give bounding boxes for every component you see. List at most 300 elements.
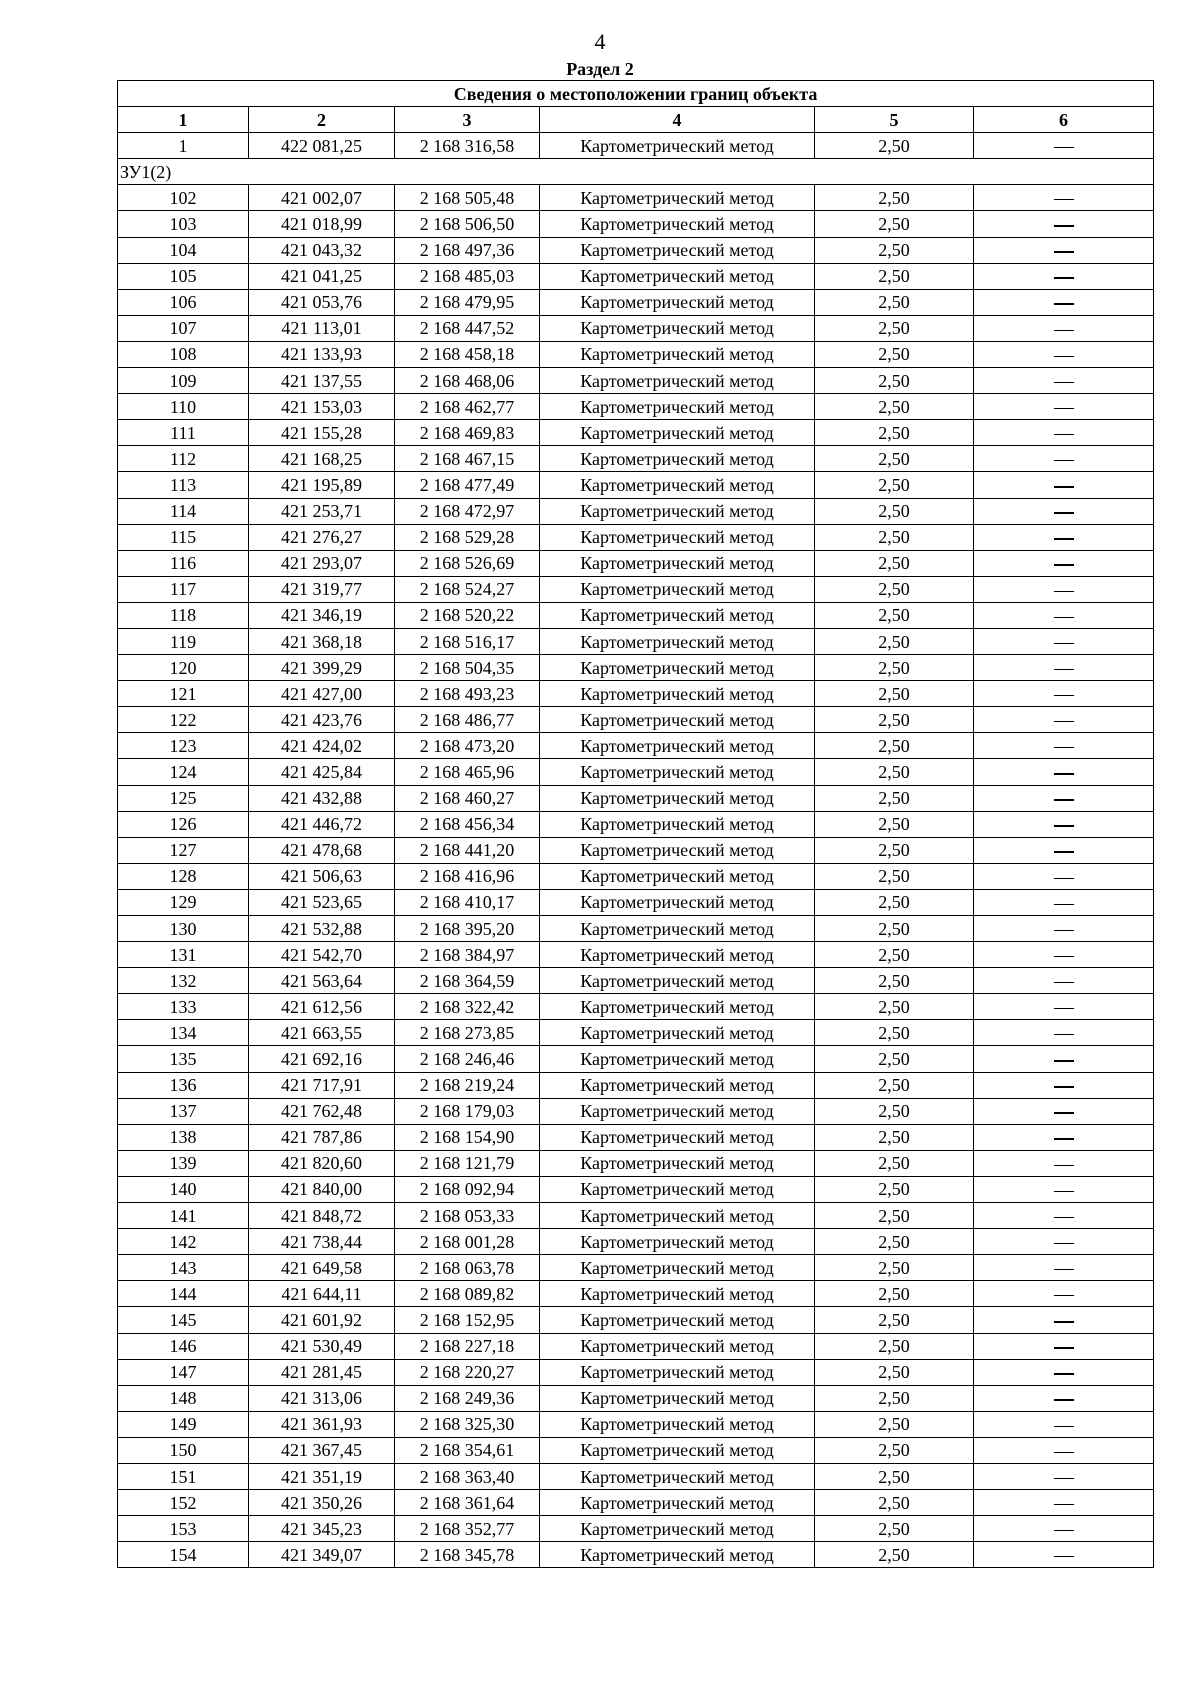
- table-row: [118, 289, 1154, 315]
- table-row: [118, 1516, 1154, 1542]
- dash-glyph: [1054, 747, 1074, 748]
- accuracy-note-cell: [974, 237, 1154, 263]
- y-coordinate-cell: 2 168 395,20: [395, 916, 540, 942]
- dash-text: [1074, 317, 1075, 318]
- dash-text: [1074, 1439, 1075, 1440]
- y-coordinate-cell: 2 168 227,18: [395, 1333, 540, 1359]
- y-coordinate-cell: 2 168 354,61: [395, 1437, 540, 1463]
- method-cell: Картометрический метод: [540, 1255, 815, 1281]
- y-coordinate-cell: 2 168 486,77: [395, 707, 540, 733]
- y-coordinate-cell: 2 168 447,52: [395, 315, 540, 341]
- accuracy-cell: 2,50: [815, 576, 974, 602]
- dash-glyph: [1054, 1530, 1074, 1531]
- column-number-row: [118, 107, 1154, 133]
- accuracy-cell: 2,50: [815, 1176, 974, 1202]
- table-row: [118, 211, 1154, 237]
- x-coordinate-cell: 421 155,28: [249, 420, 395, 446]
- y-coordinate-cell: 2 168 325,30: [395, 1411, 540, 1437]
- dash-glyph: [1054, 825, 1074, 826]
- accuracy-cell: 2,50: [815, 341, 974, 367]
- y-coordinate-cell: 2 168 364,59: [395, 968, 540, 994]
- method-cell: Картометрический метод: [540, 237, 815, 263]
- x-coordinate-cell: 421 601,92: [249, 1307, 395, 1333]
- dash-text: [1074, 813, 1075, 814]
- accuracy-note-cell: [974, 1176, 1154, 1202]
- table-row: [118, 498, 1154, 524]
- method-cell: Картометрический метод: [540, 289, 815, 315]
- dash-glyph: [1054, 1347, 1074, 1348]
- dash-text: [1074, 918, 1075, 919]
- accuracy-note-cell: [974, 1463, 1154, 1489]
- table-row: [118, 837, 1154, 863]
- y-coordinate-cell: 2 168 441,20: [395, 837, 540, 863]
- table-row: [118, 707, 1154, 733]
- x-coordinate-cell: 421 168,25: [249, 446, 395, 472]
- y-coordinate-cell: 2 168 465,96: [395, 759, 540, 785]
- x-coordinate-cell: 421 425,84: [249, 759, 395, 785]
- x-coordinate-cell: 421 153,03: [249, 394, 395, 420]
- x-coordinate-cell: 421 649,58: [249, 1255, 395, 1281]
- x-coordinate-cell: 421 848,72: [249, 1203, 395, 1229]
- dash-text: [1074, 396, 1075, 397]
- x-coordinate-cell: 421 137,55: [249, 368, 395, 394]
- table-row: [118, 994, 1154, 1020]
- dash-text: [1074, 1335, 1075, 1336]
- accuracy-note-cell: [974, 1072, 1154, 1098]
- point-number-cell: 147: [118, 1359, 249, 1385]
- accuracy-cell: 2,50: [815, 681, 974, 707]
- dash-text: [1074, 1126, 1075, 1127]
- point-number-cell: 121: [118, 681, 249, 707]
- y-coordinate-cell: 2 168 460,27: [395, 785, 540, 811]
- dash-glyph: [1054, 1191, 1074, 1192]
- y-coordinate-cell: 2 168 524,27: [395, 576, 540, 602]
- accuracy-cell: 2,50: [815, 420, 974, 446]
- method-cell: Картометрический метод: [540, 1046, 815, 1072]
- table-row: [118, 1490, 1154, 1516]
- y-coordinate-cell: 2 168 469,83: [395, 420, 540, 446]
- method-cell: Картометрический метод: [540, 1333, 815, 1359]
- y-coordinate-cell: 2 168 001,28: [395, 1229, 540, 1255]
- point-number-cell: 117: [118, 576, 249, 602]
- dash-glyph: [1054, 1008, 1074, 1009]
- accuracy-cell: 2,50: [815, 628, 974, 654]
- method-cell: Картометрический метод: [540, 1203, 815, 1229]
- accuracy-cell: 2,50: [815, 994, 974, 1020]
- point-number-cell: 146: [118, 1333, 249, 1359]
- point-number-cell: 104: [118, 237, 249, 263]
- table-row: [118, 237, 1154, 263]
- table-row: [118, 341, 1154, 367]
- accuracy-note-cell: [974, 1490, 1154, 1516]
- y-coordinate-cell: 2 168 473,20: [395, 733, 540, 759]
- dash-text: [1074, 1022, 1075, 1023]
- method-cell: Картометрический метод: [540, 916, 815, 942]
- y-coordinate-cell: 2 168 467,15: [395, 446, 540, 472]
- point-number-cell: 129: [118, 889, 249, 915]
- section-title: Раздел 2: [566, 59, 634, 79]
- dash-glyph: [1054, 930, 1074, 931]
- point-number-cell: 150: [118, 1437, 249, 1463]
- accuracy-cell: 2,50: [815, 759, 974, 785]
- column-header: 5: [815, 107, 974, 133]
- point-number-cell: 142: [118, 1229, 249, 1255]
- method-cell: Картометрический метод: [540, 394, 815, 420]
- x-coordinate-cell: 421 361,93: [249, 1411, 395, 1437]
- method-cell: Картометрический метод: [540, 576, 815, 602]
- dash-glyph: [1054, 408, 1074, 409]
- method-cell: Картометрический метод: [540, 707, 815, 733]
- x-coordinate-cell: 421 506,63: [249, 863, 395, 889]
- dash-glyph: [1054, 564, 1074, 565]
- dash-text: [1074, 1283, 1075, 1284]
- y-coordinate-cell: 2 168 220,27: [395, 1359, 540, 1385]
- accuracy-note-cell: [974, 1411, 1154, 1437]
- method-cell: Картометрический метод: [540, 211, 815, 237]
- point-number-cell: 110: [118, 394, 249, 420]
- accuracy-cell: 2,50: [815, 1463, 974, 1489]
- column-header: 1: [118, 107, 249, 133]
- point-number-cell: 153: [118, 1516, 249, 1542]
- dash-text: [1074, 213, 1075, 214]
- accuracy-note-cell: [974, 1150, 1154, 1176]
- dash-glyph: [1054, 1138, 1074, 1139]
- method-cell: Картометрический метод: [540, 1542, 815, 1568]
- dash-glyph: [1054, 1295, 1074, 1296]
- method-cell: Картометрический метод: [540, 811, 815, 837]
- method-cell: Картометрический метод: [540, 1307, 815, 1333]
- table-row: [118, 1359, 1154, 1385]
- point-number-cell: 108: [118, 341, 249, 367]
- method-cell: Картометрический метод: [540, 263, 815, 289]
- point-number-cell: 112: [118, 446, 249, 472]
- y-coordinate-cell: 2 168 363,40: [395, 1463, 540, 1489]
- table-caption-row: [118, 81, 1154, 107]
- dash-text: [1074, 552, 1075, 553]
- accuracy-cell: 2,50: [815, 263, 974, 289]
- accuracy-cell: 2,50: [815, 1385, 974, 1411]
- point-number-cell: 113: [118, 472, 249, 498]
- accuracy-note-cell: [974, 968, 1154, 994]
- method-cell: Картометрический метод: [540, 420, 815, 446]
- table-row: [118, 1255, 1154, 1281]
- table-row: [118, 420, 1154, 446]
- table-row: [118, 863, 1154, 889]
- x-coordinate-cell: 421 446,72: [249, 811, 395, 837]
- table-row: [118, 655, 1154, 681]
- point-number-cell: 123: [118, 733, 249, 759]
- y-coordinate-cell: 2 168 485,03: [395, 263, 540, 289]
- method-cell: Картометрический метод: [540, 733, 815, 759]
- dash-text: [1074, 1257, 1075, 1258]
- dash-glyph: [1054, 460, 1074, 461]
- dash-text: [1074, 865, 1075, 866]
- accuracy-cell: 2,50: [815, 916, 974, 942]
- dash-text: [1074, 370, 1075, 371]
- accuracy-note-cell: [974, 368, 1154, 394]
- point-number-cell: 103: [118, 211, 249, 237]
- accuracy-note-cell: [974, 550, 1154, 576]
- point-number-cell: 144: [118, 1281, 249, 1307]
- dash-glyph: [1054, 251, 1074, 252]
- accuracy-note-cell: [974, 1124, 1154, 1150]
- accuracy-note-cell: [974, 733, 1154, 759]
- dash-text: [1074, 343, 1075, 344]
- accuracy-note-cell: [974, 1098, 1154, 1124]
- method-cell: Картометрический метод: [540, 1176, 815, 1202]
- x-coordinate-cell: 421 738,44: [249, 1229, 395, 1255]
- dash-glyph: [1054, 356, 1074, 357]
- group-label: ЗУ1(2): [118, 159, 1154, 185]
- accuracy-cell: 2,50: [815, 1307, 974, 1333]
- method-cell: Картометрический метод: [540, 133, 815, 159]
- x-coordinate-cell: 421 368,18: [249, 628, 395, 654]
- point-number-cell: 136: [118, 1072, 249, 1098]
- accuracy-note-cell: [974, 472, 1154, 498]
- point-number-cell: 151: [118, 1463, 249, 1489]
- point-number-cell: 125: [118, 785, 249, 811]
- accuracy-cell: 2,50: [815, 1255, 974, 1281]
- point-number-cell: 105: [118, 263, 249, 289]
- point-number-cell: 152: [118, 1490, 249, 1516]
- dash-glyph: [1054, 591, 1074, 592]
- accuracy-cell: 2,50: [815, 1411, 974, 1437]
- accuracy-cell: 2,50: [815, 785, 974, 811]
- table-caption: Сведения о местоположении границ объекта: [118, 81, 1154, 107]
- accuracy-note-cell: [974, 628, 1154, 654]
- x-coordinate-cell: 421 350,26: [249, 1490, 395, 1516]
- method-cell: Картометрический метод: [540, 785, 815, 811]
- accuracy-cell: 2,50: [815, 1359, 974, 1385]
- point-number-cell: 128: [118, 863, 249, 889]
- point-number-cell: 102: [118, 185, 249, 211]
- dash-glyph: [1054, 904, 1074, 905]
- x-coordinate-cell: 421 349,07: [249, 1542, 395, 1568]
- dash-text: [1074, 657, 1075, 658]
- x-coordinate-cell: 421 345,23: [249, 1516, 395, 1542]
- accuracy-cell: 2,50: [815, 1072, 974, 1098]
- accuracy-cell: 2,50: [815, 394, 974, 420]
- table-row: [118, 681, 1154, 707]
- x-coordinate-cell: 421 253,71: [249, 498, 395, 524]
- x-coordinate-cell: 421 762,48: [249, 1098, 395, 1124]
- method-cell: Картометрический метод: [540, 368, 815, 394]
- y-coordinate-cell: 2 168 497,36: [395, 237, 540, 263]
- method-cell: Картометрический метод: [540, 1098, 815, 1124]
- dash-glyph: [1054, 1321, 1074, 1322]
- table-row: [118, 759, 1154, 785]
- dash-text: [1074, 604, 1075, 605]
- dash-text: [1074, 526, 1075, 527]
- x-coordinate-cell: 421 133,93: [249, 341, 395, 367]
- y-coordinate-cell: 2 168 410,17: [395, 889, 540, 915]
- point-number-cell: 139: [118, 1150, 249, 1176]
- dash-text: [1074, 996, 1075, 997]
- accuracy-cell: 2,50: [815, 655, 974, 681]
- accuracy-cell: 2,50: [815, 237, 974, 263]
- y-coordinate-cell: 2 168 493,23: [395, 681, 540, 707]
- dash-text: [1074, 683, 1075, 684]
- dash-glyph: [1054, 878, 1074, 879]
- y-coordinate-cell: 2 168 479,95: [395, 289, 540, 315]
- dash-glyph: [1054, 382, 1074, 383]
- accuracy-note-cell: [974, 942, 1154, 968]
- x-coordinate-cell: 421 293,07: [249, 550, 395, 576]
- table-row: [118, 524, 1154, 550]
- column-header: 4: [540, 107, 815, 133]
- y-coordinate-cell: 2 168 063,78: [395, 1255, 540, 1281]
- method-cell: Картометрический метод: [540, 472, 815, 498]
- method-cell: Картометрический метод: [540, 524, 815, 550]
- method-cell: Картометрический метод: [540, 498, 815, 524]
- y-coordinate-cell: 2 168 468,06: [395, 368, 540, 394]
- dash-text: [1074, 291, 1075, 292]
- accuracy-cell: 2,50: [815, 472, 974, 498]
- method-cell: Картометрический метод: [540, 315, 815, 341]
- dash-glyph: [1054, 773, 1074, 774]
- y-coordinate-cell: 2 168 053,33: [395, 1203, 540, 1229]
- y-coordinate-cell: 2 168 322,42: [395, 994, 540, 1020]
- accuracy-note-cell: [974, 655, 1154, 681]
- accuracy-cell: 2,50: [815, 550, 974, 576]
- x-coordinate-cell: 421 523,65: [249, 889, 395, 915]
- table-row: [118, 602, 1154, 628]
- accuracy-note-cell: [974, 707, 1154, 733]
- method-cell: Картометрический метод: [540, 1229, 815, 1255]
- method-cell: Картометрический метод: [540, 837, 815, 863]
- accuracy-cell: 2,50: [815, 837, 974, 863]
- point-number-cell: 130: [118, 916, 249, 942]
- y-coordinate-cell: 2 168 152,95: [395, 1307, 540, 1333]
- accuracy-cell: 2,50: [815, 1333, 974, 1359]
- dash-glyph: [1054, 1504, 1074, 1505]
- dash-glyph: [1054, 1556, 1074, 1557]
- table-row: [118, 785, 1154, 811]
- x-coordinate-cell: 421 424,02: [249, 733, 395, 759]
- accuracy-note-cell: [974, 185, 1154, 211]
- dash-glyph: [1054, 512, 1074, 513]
- method-cell: Картометрический метод: [540, 1150, 815, 1176]
- y-coordinate-cell: 2 168 477,49: [395, 472, 540, 498]
- dash-text: [1074, 839, 1075, 840]
- dash-text: [1074, 970, 1075, 971]
- page-number: 4: [594, 29, 606, 54]
- table-row: [118, 1046, 1154, 1072]
- x-coordinate-cell: 421 319,77: [249, 576, 395, 602]
- point-number-cell: 127: [118, 837, 249, 863]
- dash-text: [1074, 709, 1075, 710]
- accuracy-cell: 2,50: [815, 1437, 974, 1463]
- point-number-cell: 115: [118, 524, 249, 550]
- accuracy-note-cell: [974, 811, 1154, 837]
- point-number-cell: 119: [118, 628, 249, 654]
- dash-text: [1074, 787, 1075, 788]
- x-coordinate-cell: 421 787,86: [249, 1124, 395, 1150]
- dash-glyph: [1054, 669, 1074, 670]
- dash-glyph: [1054, 1243, 1074, 1244]
- accuracy-cell: 2,50: [815, 707, 974, 733]
- accuracy-cell: 2,50: [815, 185, 974, 211]
- dash-text: [1074, 1309, 1075, 1310]
- table-row: [118, 889, 1154, 915]
- dash-text: [1074, 1231, 1075, 1232]
- accuracy-cell: 2,50: [815, 811, 974, 837]
- accuracy-cell: 2,50: [815, 498, 974, 524]
- dash-text: [1074, 448, 1075, 449]
- table-row: [118, 1437, 1154, 1463]
- x-coordinate-cell: 421 644,11: [249, 1281, 395, 1307]
- accuracy-note-cell: [974, 1229, 1154, 1255]
- accuracy-cell: 2,50: [815, 863, 974, 889]
- dash-text: [1074, 239, 1075, 240]
- accuracy-cell: 2,50: [815, 1046, 974, 1072]
- accuracy-note-cell: [974, 576, 1154, 602]
- dash-glyph: [1054, 277, 1074, 278]
- accuracy-note-cell: [974, 916, 1154, 942]
- dash-text: [1074, 422, 1075, 423]
- accuracy-cell: 2,50: [815, 1229, 974, 1255]
- table-row: [118, 733, 1154, 759]
- dash-text: [1074, 265, 1075, 266]
- accuracy-note-cell: [974, 681, 1154, 707]
- dash-text: [1074, 735, 1075, 736]
- dash-glyph: [1054, 303, 1074, 304]
- x-coordinate-cell: 421 542,70: [249, 942, 395, 968]
- method-cell: Картометрический метод: [540, 1490, 815, 1516]
- y-coordinate-cell: 2 168 506,50: [395, 211, 540, 237]
- dash-glyph: [1054, 721, 1074, 722]
- point-number-cell: 138: [118, 1124, 249, 1150]
- x-coordinate-cell: 421 281,45: [249, 1359, 395, 1385]
- table-row: [118, 916, 1154, 942]
- point-number-cell: 107: [118, 315, 249, 341]
- dash-glyph: [1054, 1112, 1074, 1113]
- dash-text: [1074, 187, 1075, 188]
- table-body: [118, 133, 1154, 1568]
- method-cell: Картометрический метод: [540, 655, 815, 681]
- method-cell: Картометрический метод: [540, 602, 815, 628]
- accuracy-cell: 2,50: [815, 968, 974, 994]
- accuracy-note-cell: [974, 289, 1154, 315]
- table-row: [118, 1333, 1154, 1359]
- x-coordinate-cell: 421 432,88: [249, 785, 395, 811]
- x-coordinate-cell: 421 427,00: [249, 681, 395, 707]
- accuracy-cell: 2,50: [815, 289, 974, 315]
- x-coordinate-cell: 421 053,76: [249, 289, 395, 315]
- table-row: [118, 1098, 1154, 1124]
- dash-glyph: [1054, 1034, 1074, 1035]
- dash-glyph: [1054, 1165, 1074, 1166]
- table-row: [118, 446, 1154, 472]
- point-number-cell: 133: [118, 994, 249, 1020]
- y-coordinate-cell: 2 168 416,96: [395, 863, 540, 889]
- accuracy-cell: 2,50: [815, 1516, 974, 1542]
- accuracy-note-cell: [974, 759, 1154, 785]
- table-row: [118, 811, 1154, 837]
- accuracy-note-cell: [974, 1203, 1154, 1229]
- accuracy-cell: 2,50: [815, 1203, 974, 1229]
- x-coordinate-cell: 421 041,25: [249, 263, 395, 289]
- table-row: [118, 185, 1154, 211]
- point-number-cell: 134: [118, 1020, 249, 1046]
- method-cell: Картометрический метод: [540, 994, 815, 1020]
- x-coordinate-cell: 421 399,29: [249, 655, 395, 681]
- table-row: [118, 1463, 1154, 1489]
- accuracy-note-cell: [974, 1281, 1154, 1307]
- dash-text: [1074, 1152, 1075, 1153]
- y-coordinate-cell: 2 168 154,90: [395, 1124, 540, 1150]
- table-row: [118, 1542, 1154, 1568]
